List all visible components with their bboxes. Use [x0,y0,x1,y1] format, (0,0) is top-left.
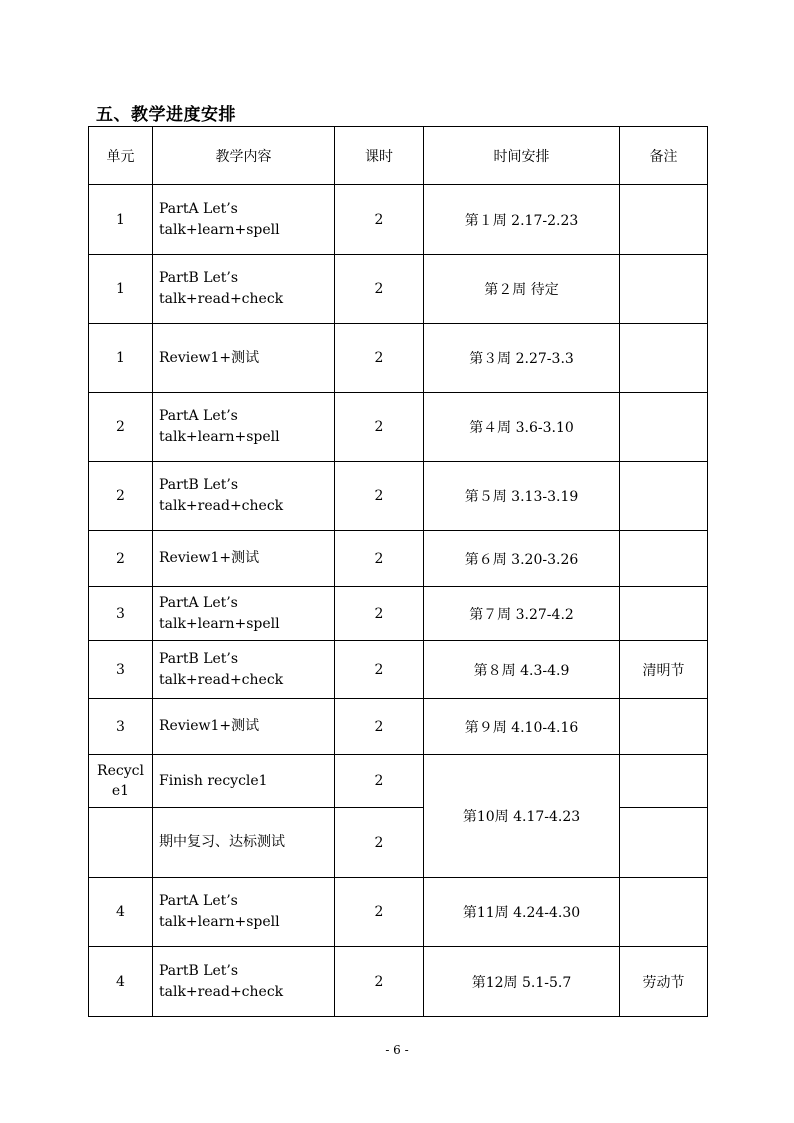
note-cell [620,185,708,255]
unit-cell: Recycl e1 [89,755,153,808]
hours-cell: 2 [335,641,424,699]
time-cell: 第９周 4.10-4.16 [424,699,620,755]
time-cell: 第12周 5.1-5.7 [424,947,620,1017]
content-cell: PartB Let’s talk+read+check [153,641,335,699]
table-row [89,255,708,324]
unit-cell: 2 [89,531,153,587]
unit-cell: 3 [89,641,153,699]
content-cell: Review1+测试 [153,699,335,755]
note-cell: 劳动节 [620,947,708,1017]
time-cell: 第10周 4.17-4.23 [424,755,620,878]
note-cell [620,531,708,587]
time-cell: 第６周 3.20-3.26 [424,531,620,587]
unit-cell: 3 [89,699,153,755]
hours-cell: 2 [335,393,424,462]
content-cell: PartA Let’s talk+learn+spell [153,393,335,462]
teaching-schedule-table [88,126,708,1017]
table-row [89,462,708,531]
note-cell: 清明节 [620,641,708,699]
hours-cell: 2 [335,587,424,641]
note-cell [620,755,708,808]
table-header-row [89,127,708,185]
page-number: - 6 - [385,1043,409,1057]
unit-cell: 2 [89,393,153,462]
time-cell: 第８周 4.3-4.9 [424,641,620,699]
table-row [89,324,708,393]
unit-cell: 3 [89,587,153,641]
note-cell [620,878,708,947]
note-cell [620,462,708,531]
unit-cell: 4 [89,947,153,1017]
hours-cell: 2 [335,878,424,947]
hours-cell: 2 [335,947,424,1017]
header-hours: 课时 [335,127,424,185]
content-cell: PartB Let’s talk+read+check [153,462,335,531]
content-cell: PartB Let’s talk+read+check [153,947,335,1017]
table-row [89,393,708,462]
note-cell [620,324,708,393]
table-row [89,755,708,808]
header-note: 备注 [620,127,708,185]
note-cell [620,808,708,878]
table-row [89,947,708,1017]
time-cell: 第11周 4.24-4.30 [424,878,620,947]
time-cell: 第１周 2.17-2.23 [424,185,620,255]
table-row [89,641,708,699]
content-cell: Review1+测试 [153,324,335,393]
header-content: 教学内容 [153,127,335,185]
section-heading: 五、教学进度安排 [96,105,236,125]
unit-cell [89,808,153,878]
unit-cell: 4 [89,878,153,947]
unit-cell: 1 [89,255,153,324]
hours-cell: 2 [335,462,424,531]
time-cell: 第２周 待定 [424,255,620,324]
content-cell: PartB Let’s talk+read+check [153,255,335,324]
content-cell: PartA Let’s talk+learn+spell [153,878,335,947]
content-cell: Review1+测试 [153,531,335,587]
table-row [89,587,708,641]
hours-cell: 2 [335,255,424,324]
hours-cell: 2 [335,324,424,393]
content-cell: 期中复习、达标测试 [153,808,335,878]
content-cell: PartA Let’s talk+learn+spell [153,185,335,255]
note-cell [620,393,708,462]
unit-cell: 2 [89,462,153,531]
hours-cell: 2 [335,755,424,808]
note-cell [620,587,708,641]
time-cell: 第７周 3.27-4.2 [424,587,620,641]
content-cell: Finish recycle1 [153,755,335,808]
hours-cell: 2 [335,808,424,878]
hours-cell: 2 [335,185,424,255]
hours-cell: 2 [335,531,424,587]
time-cell: 第３周 2.27-3.3 [424,324,620,393]
header-unit: 单元 [89,127,153,185]
note-cell [620,699,708,755]
unit-cell: 1 [89,185,153,255]
table-row [89,185,708,255]
note-cell [620,255,708,324]
time-cell: 第４周 3.6-3.10 [424,393,620,462]
time-cell: 第５周 3.13-3.19 [424,462,620,531]
content-cell: PartA Let’s talk+learn+spell [153,587,335,641]
header-time: 时间安排 [424,127,620,185]
table-row [89,699,708,755]
table-row [89,878,708,947]
hours-cell: 2 [335,699,424,755]
unit-cell: 1 [89,324,153,393]
table-row [89,531,708,587]
